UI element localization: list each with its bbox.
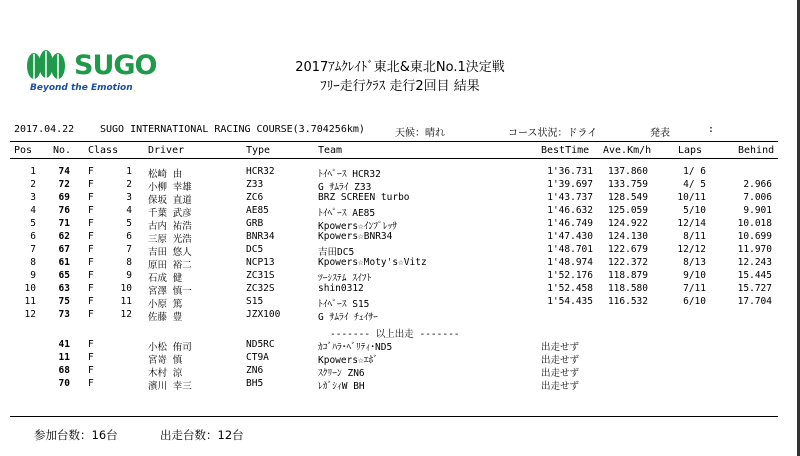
class-pos-cell: 8 xyxy=(126,257,132,268)
besttime-cell: 1'43.737 xyxy=(547,192,593,203)
no-cell: 68 xyxy=(58,365,70,376)
type-cell: ZC6 xyxy=(246,192,264,203)
pos-cell: 3 xyxy=(30,192,36,203)
class-pos-cell: 7 xyxy=(126,244,132,255)
col-driver: Driver xyxy=(148,145,185,156)
team-cell: Kpowers☆ｲﾝﾌﾟﾚｯｻ xyxy=(318,221,398,232)
type-cell: BNR34 xyxy=(246,231,275,242)
driver-cell: 濱川 幸三 xyxy=(148,381,192,392)
pos-cell: 5 xyxy=(30,218,36,229)
class-pos-cell: 11 xyxy=(120,296,132,307)
no-cell: 69 xyxy=(58,192,70,203)
starters-count: 出走台数：12台 xyxy=(160,428,244,442)
avg-cell: 122.679 xyxy=(607,244,648,255)
announce-time: : xyxy=(708,124,715,135)
col-avg-speed: Ave.Km/h xyxy=(603,145,652,156)
laps-cell: 10/11 xyxy=(677,192,706,203)
behind-cell: 15.727 xyxy=(737,283,772,294)
type-cell: ND5RC xyxy=(246,339,275,350)
table-row xyxy=(0,192,800,204)
pos-cell: 10 xyxy=(24,283,36,294)
avg-cell: 122.372 xyxy=(607,257,648,268)
team-cell: G ｻﾑﾗｲ ﾁｪｲｻｰ xyxy=(318,312,378,323)
status-cell: 出走せず xyxy=(541,368,580,379)
avg-cell: 124.922 xyxy=(607,218,648,229)
type-cell: S15 xyxy=(246,296,264,307)
table-row xyxy=(0,283,800,295)
class-pos-cell: 2 xyxy=(126,179,132,190)
type-cell: AE85 xyxy=(246,205,269,216)
avg-cell: 125.059 xyxy=(607,205,648,216)
type-cell: ZC32S xyxy=(246,283,275,294)
driver-cell: 吉田 悠人 xyxy=(148,247,192,258)
driver-cell: 小松 侑司 xyxy=(148,342,192,353)
table-row xyxy=(0,309,800,321)
laps-cell: 9/10 xyxy=(683,270,706,281)
header-bottom-rule xyxy=(10,158,778,159)
laps-cell: 1/ 6 xyxy=(683,166,706,177)
class-cell: F xyxy=(88,205,94,216)
weather: 天候：晴れ xyxy=(395,128,445,139)
class-cell: F xyxy=(88,192,94,203)
class-cell: F xyxy=(88,365,94,376)
behind-cell: 15.445 xyxy=(737,270,772,281)
besttime-cell: 1'48.974 xyxy=(547,257,593,268)
col-pos: Pos xyxy=(14,145,33,156)
pos-cell: 9 xyxy=(30,270,36,281)
no-cell: 71 xyxy=(58,218,70,229)
driver-cell: 小柳 幸雄 xyxy=(148,182,192,193)
besttime-cell: 1'46.749 xyxy=(547,218,593,229)
status-cell: 出走せず xyxy=(541,381,580,392)
class-cell: F xyxy=(88,339,94,350)
no-cell: 67 xyxy=(58,244,70,255)
behind-cell: 11.970 xyxy=(737,244,772,255)
table-row xyxy=(0,352,800,364)
behind-cell: 10.699 xyxy=(737,231,772,242)
team-cell: ｽｸﾘｰﾝ ZN6 xyxy=(318,368,365,379)
team-cell: Kpowers☆BNR34 xyxy=(318,231,393,242)
avg-cell: 124.130 xyxy=(607,231,648,242)
col-behind: Behind xyxy=(738,145,775,156)
announce-label: 発表 xyxy=(650,128,670,139)
besttime-cell: 1'36.731 xyxy=(547,166,593,177)
driver-cell: 保坂 直道 xyxy=(148,195,192,206)
type-cell: GRB xyxy=(246,218,264,229)
avg-cell: 116.532 xyxy=(607,296,648,307)
driver-cell: 宮嵜 慎 xyxy=(148,355,183,366)
no-cell: 61 xyxy=(58,257,70,268)
table-row xyxy=(0,296,800,308)
behind-cell: 17.704 xyxy=(737,296,772,307)
behind-cell: 12.243 xyxy=(737,257,772,268)
behind-cell: 10.018 xyxy=(737,218,772,229)
besttime-cell: 1'46.632 xyxy=(547,205,593,216)
course-condition: コース状況：ドライ xyxy=(508,128,598,139)
class-cell: F xyxy=(88,231,94,242)
class-pos-cell: 1 xyxy=(126,166,132,177)
team-cell: ﾄｲﾍﾟｰｽ AE85 xyxy=(318,208,376,219)
type-cell: JZX100 xyxy=(246,309,281,320)
type-cell: CT9A xyxy=(246,352,269,363)
driver-cell: 三原 光浩 xyxy=(148,234,192,245)
team-cell: BRZ SCREEN turbo xyxy=(318,192,410,203)
laps-cell: 7/11 xyxy=(683,283,706,294)
driver-cell: 松崎 由 xyxy=(148,169,183,180)
besttime-cell: 1'47.430 xyxy=(547,231,593,242)
no-cell: 70 xyxy=(58,378,70,389)
type-cell: BH5 xyxy=(246,378,264,389)
team-cell: shin0312 xyxy=(318,283,364,294)
logo-tagline: Beyond the Emotion xyxy=(30,83,133,93)
avg-cell: 118.580 xyxy=(607,283,648,294)
table-row xyxy=(0,257,800,269)
header-top-rule xyxy=(10,141,778,142)
besttime-cell: 1'39.697 xyxy=(547,179,593,190)
driver-cell: 木村 涼 xyxy=(148,368,183,379)
col-team: Team xyxy=(318,145,343,156)
besttime-cell: 1'52.176 xyxy=(547,270,593,281)
table-row xyxy=(0,365,800,377)
table-row xyxy=(0,205,800,217)
laps-cell: 12/14 xyxy=(677,218,706,229)
laps-cell: 6/10 xyxy=(683,296,706,307)
besttime-cell: 1'52.458 xyxy=(547,283,593,294)
driver-cell: 千葉 武彦 xyxy=(148,208,192,219)
footer-rule xyxy=(10,416,778,417)
col-no: No. xyxy=(53,145,72,156)
class-cell: F xyxy=(88,257,94,268)
pos-cell: 12 xyxy=(24,309,36,320)
team-cell: ﾄｲﾍﾟｰｽ HCR32 xyxy=(318,169,381,180)
finished-separator: ------- 以上出走 ------- xyxy=(330,329,460,340)
table-row xyxy=(0,378,800,390)
entries-count: 参加台数：16台 xyxy=(34,428,118,442)
table-row xyxy=(0,218,800,230)
pos-cell: 2 xyxy=(30,179,36,190)
session-title: ﾌﾘｰ走行ｸﾗｽ 走行2回目 結果 xyxy=(320,79,480,94)
behind-cell: 2.966 xyxy=(743,179,772,190)
besttime-cell: 1'54.435 xyxy=(547,296,593,307)
col-laps: Laps xyxy=(678,145,703,156)
class-cell: F xyxy=(88,179,94,190)
laps-cell: 4/ 5 xyxy=(683,179,706,190)
pos-cell: 6 xyxy=(30,231,36,242)
type-cell: Z33 xyxy=(246,179,264,190)
driver-cell: 小原 篤 xyxy=(148,299,183,310)
class-cell: F xyxy=(88,378,94,389)
laps-cell: 8/11 xyxy=(683,231,706,242)
class-cell: F xyxy=(88,283,94,294)
race-date: 2017.04.22 xyxy=(14,124,75,135)
no-cell: 74 xyxy=(58,166,70,177)
driver-cell: 石成 健 xyxy=(148,273,183,284)
driver-cell: 宮澤 慎一 xyxy=(148,286,192,297)
table-row xyxy=(0,244,800,256)
team-cell: ｶｺﾞﾊﾗ･ﾍﾞﾘﾃｨ･ND5 xyxy=(318,342,393,353)
status-cell: 出走せず xyxy=(541,355,580,366)
laps-cell: 8/13 xyxy=(683,257,706,268)
no-cell: 75 xyxy=(58,296,70,307)
behind-cell: 9.901 xyxy=(743,205,772,216)
col-type: Type xyxy=(246,145,271,156)
class-cell: F xyxy=(88,270,94,281)
status-cell: 出走せず xyxy=(541,342,580,353)
team-cell: 吉田DC5 xyxy=(318,247,355,258)
table-row xyxy=(0,231,800,243)
class-pos-cell: 3 xyxy=(126,192,132,203)
class-pos-cell: 12 xyxy=(120,309,132,320)
laps-cell: 12/12 xyxy=(677,244,706,255)
driver-cell: 佐藤 豊 xyxy=(148,312,183,323)
class-cell: F xyxy=(88,296,94,307)
pos-cell: 8 xyxy=(30,257,36,268)
class-pos-cell: 9 xyxy=(126,270,132,281)
no-cell: 41 xyxy=(58,339,70,350)
team-cell: ﾄｲﾍﾟｰｽ S15 xyxy=(318,299,370,310)
pos-cell: 7 xyxy=(30,244,36,255)
avg-cell: 133.759 xyxy=(607,179,648,190)
team-cell: ﾚｶﾞｼｨW BH xyxy=(318,381,365,392)
type-cell: ZN6 xyxy=(246,365,264,376)
class-cell: F xyxy=(88,166,94,177)
event-title: 2017ｱﾑｸﾚｲﾄﾞ東北&東北No.1決定戦 xyxy=(295,60,505,75)
table-row xyxy=(0,166,800,178)
class-pos-cell: 4 xyxy=(126,205,132,216)
team-cell: ﾂｰｼｽﾃﾑ ｽｲﾌﾄ xyxy=(318,273,372,284)
no-cell: 11 xyxy=(58,352,70,363)
no-cell: 72 xyxy=(58,179,70,190)
no-cell: 63 xyxy=(58,283,70,294)
class-cell: F xyxy=(88,218,94,229)
no-cell: 62 xyxy=(58,231,70,242)
class-cell: F xyxy=(88,352,94,363)
laps-cell: 5/10 xyxy=(683,205,706,216)
driver-cell: 古内 祐浩 xyxy=(148,221,192,232)
driver-cell: 原田 裕二 xyxy=(148,260,192,271)
avg-cell: 118.879 xyxy=(607,270,648,281)
team-cell: Kpowers☆ｴﾎﾞ xyxy=(318,355,379,366)
table-row xyxy=(0,339,800,351)
behind-cell: 7.006 xyxy=(743,192,772,203)
type-cell: ZC31S xyxy=(246,270,275,281)
class-cell: F xyxy=(88,244,94,255)
class-pos-cell: 5 xyxy=(126,218,132,229)
col-besttime: BestTime xyxy=(541,145,590,156)
pos-cell: 4 xyxy=(30,205,36,216)
type-cell: DC5 xyxy=(246,244,264,255)
class-pos-cell: 6 xyxy=(126,231,132,242)
col-class: Class xyxy=(88,145,119,156)
logo-text: SUGO xyxy=(74,50,157,81)
class-pos-cell: 10 xyxy=(120,283,132,294)
pos-cell: 1 xyxy=(30,166,36,177)
class-cell: F xyxy=(88,309,94,320)
table-row xyxy=(0,179,800,191)
team-cell: G ｻﾑﾗｲ Z33 xyxy=(318,182,372,193)
avg-cell: 128.549 xyxy=(607,192,648,203)
team-cell: Kpowers☆Moty's☆Vitz xyxy=(318,257,427,268)
course-name: SUGO INTERNATIONAL RACING COURSE(3.704256km) xyxy=(100,124,365,135)
no-cell: 73 xyxy=(58,309,70,320)
besttime-cell: 1'48.701 xyxy=(547,244,593,255)
type-cell: HCR32 xyxy=(246,166,275,177)
pos-cell: 11 xyxy=(24,296,36,307)
avg-cell: 137.860 xyxy=(607,166,648,177)
no-cell: 65 xyxy=(58,270,70,281)
type-cell: NCP13 xyxy=(246,257,275,268)
no-cell: 76 xyxy=(58,205,70,216)
table-row xyxy=(0,270,800,282)
